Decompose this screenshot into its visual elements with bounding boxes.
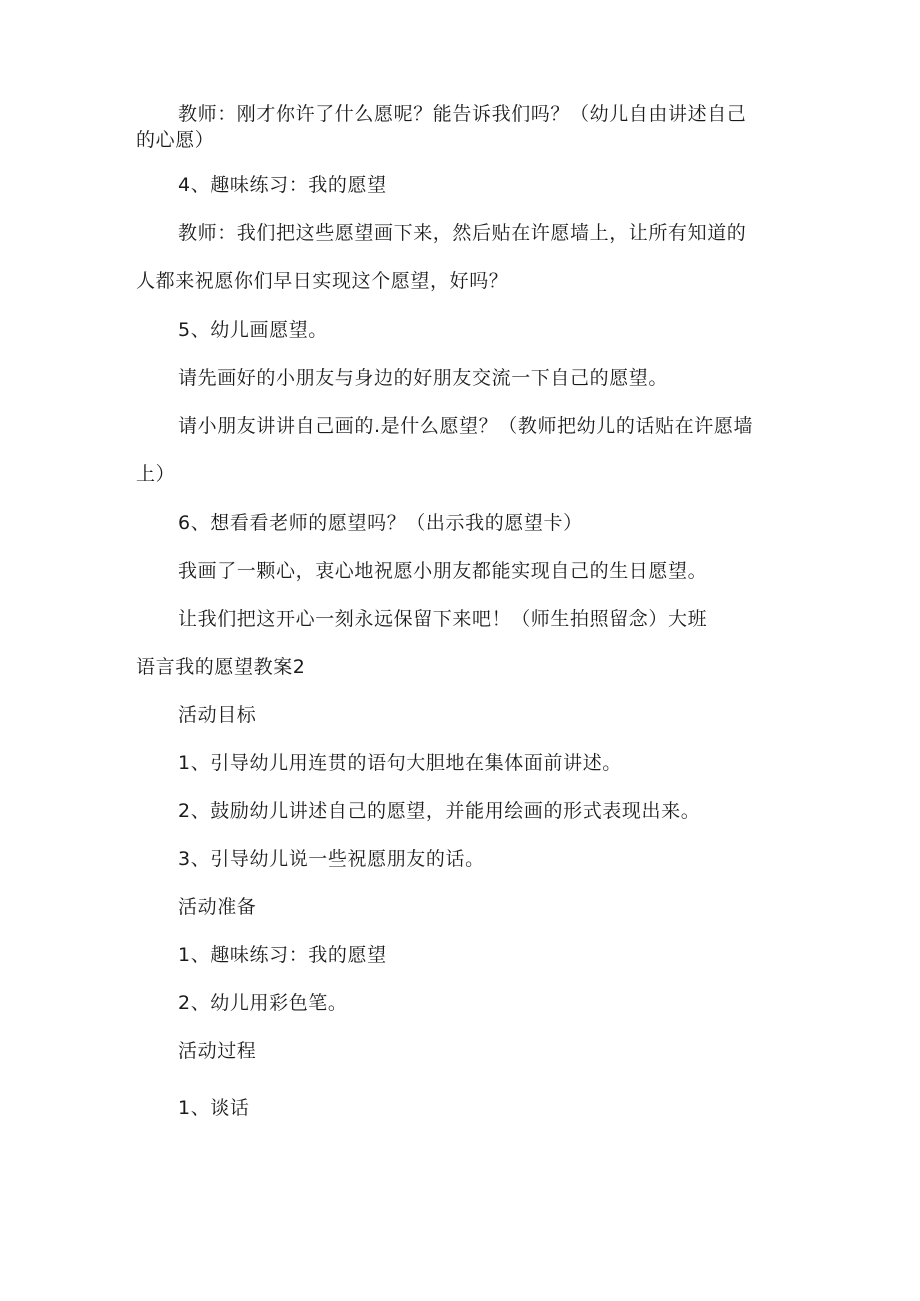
paragraph-line: 上） [136, 463, 176, 485]
paragraph-line: 请先画好的小朋友与身边的好朋友交流一下自己的愿望。 [178, 367, 669, 389]
paragraph-line: 让我们把这开心一刻永远保留下来吧！（师生拍照留念）大班 [178, 608, 708, 630]
section-heading: 活动过程 [178, 1040, 257, 1062]
list-item: 2、鼓励幼儿讲述自己的愿望，并能用绘画的形式表现出来。 [178, 800, 701, 822]
section-heading: 活动准备 [178, 896, 257, 918]
list-item: 1、趣味练习：我的愿望 [178, 944, 387, 966]
section-title: 语言我的愿望教案2 [136, 656, 306, 678]
list-item: 4、趣味练习：我的愿望 [178, 174, 387, 196]
list-item: 2、幼儿用彩色笔。 [178, 992, 348, 1014]
paragraph-line: 的心愿） [136, 129, 215, 151]
list-item: 1、谈话 [178, 1097, 250, 1119]
paragraph-line: 教师：刚才你许了什么愿呢？能告诉我们吗？（幼儿自由讲述自己 [178, 103, 747, 125]
section-heading: 活动目标 [178, 704, 257, 726]
paragraph-line: 请小朋友讲讲自己画的.是什么愿望？（教师把幼儿的话贴在许愿墙 [178, 415, 754, 437]
paragraph-line: 人都来祝愿你们早日实现这个愿望，好吗？ [136, 270, 509, 292]
list-item: 5、幼儿画愿望。 [178, 319, 328, 341]
list-item: 6、想看看老师的愿望吗？（出示我的愿望卡） [178, 512, 583, 534]
list-item: 1、引导幼儿用连贯的语句大胆地在集体面前讲述。 [178, 752, 622, 774]
paragraph-line: 教师：我们把这些愿望画下来，然后贴在许愿墙上，让所有知道的 [178, 222, 747, 244]
paragraph-line: 我画了一颗心，衷心地祝愿小朋友都能实现自己的生日愿望。 [178, 560, 708, 582]
list-item: 3、引导幼儿说一些祝愿朋友的话。 [178, 848, 485, 870]
